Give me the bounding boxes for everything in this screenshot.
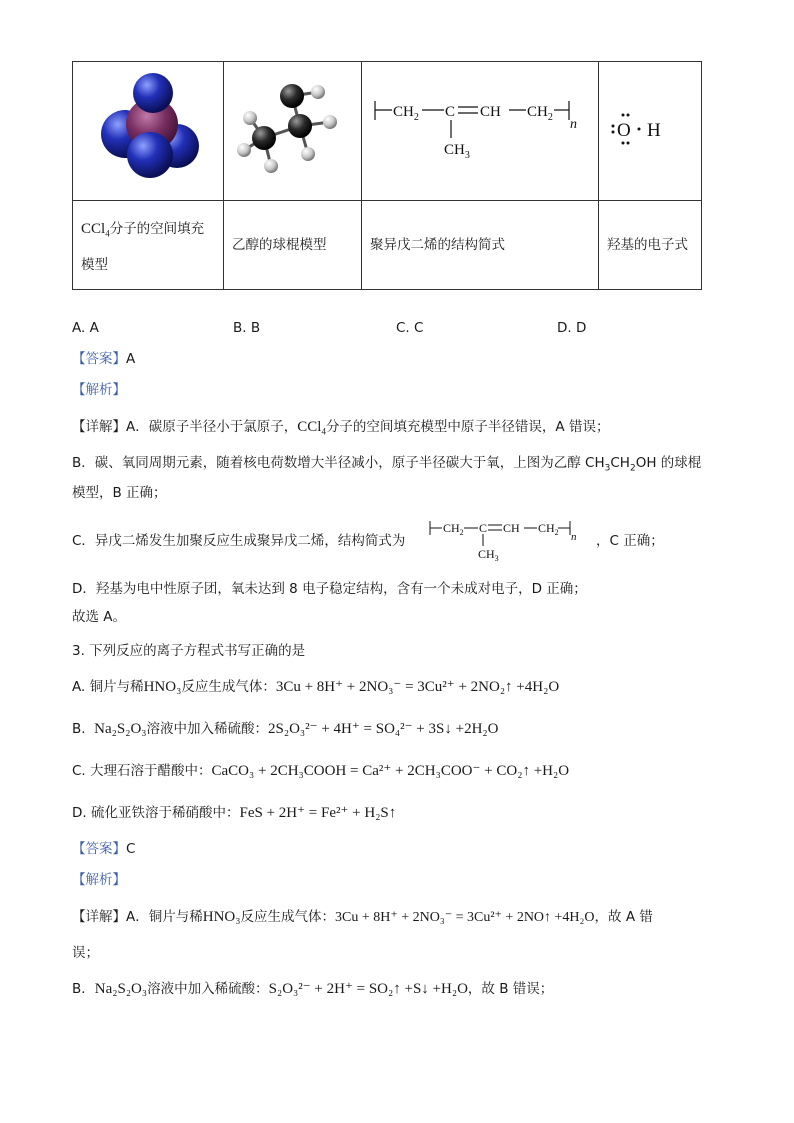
inline-polymer-structure [424, 512, 594, 562]
q2-answer [72, 349, 135, 369]
q2-detail-c-end: ，C 正确； [596, 533, 664, 549]
detail-label: 【详解】 [72, 419, 126, 435]
oxygen-symbol: O [617, 120, 631, 141]
option-d: D. D [557, 320, 587, 336]
ch3-group: $CH_3$ [444, 142, 470, 161]
caption-a-text: 分子的空间填充 [109, 221, 205, 237]
svg-text:n: n [571, 531, 577, 543]
svg-text:C: C [479, 521, 488, 535]
caption-b: 乙醇的球棍模型 [224, 201, 362, 290]
svg-text:CH2: $CH_2$ [538, 521, 559, 537]
q3-analysis-label: 【解析】 [72, 872, 126, 888]
caption-row [73, 201, 702, 290]
q3-detail-a-line2: 误； [72, 945, 99, 961]
image-row [73, 62, 702, 201]
model-table [72, 61, 702, 290]
q2-detail-d: D．羟基为电中性原子团，氧未达到 8 电子稳定结构，含有一个未成对电子，D 正确； [72, 581, 587, 597]
q3-option-b: B. Na₂S₂O₃溶液中加入稀硫酸：2S₂O₃²⁻ + 4H⁺ = SO₄²⁻ + 3S↓ +2H₂O [72, 721, 499, 737]
q2-analysis-label: 【解析】 [72, 382, 126, 398]
hydroxyl-cell [599, 62, 702, 201]
caption-a [73, 201, 224, 290]
ccl4-formula: CCl [81, 221, 106, 237]
svg-text:CH2: $CH_2$ [443, 521, 464, 537]
q3-detail-a: 【详解】A．铜片与稀HNO₃反应生成气体：3Cu + 8H⁺ + 2NO₃⁻ = 3Cu²⁺ + 2NO↑ +4H₂O，故 A 错 [72, 909, 653, 925]
svg-text:CH: CH [503, 521, 520, 535]
answer-label: 【答案】 [72, 841, 126, 857]
q2-detail-b-line2: 模型，B 正确； [72, 485, 167, 501]
svg-text:CH3: $CH_3$ [478, 547, 499, 562]
q2-detail-b-line1: B．碳、氧同周期元素，随着核电荷数增大半径减小，原子半径碳大于氧，上图为乙醇 $CH_3CH_2OH$ 的球棍 [72, 455, 702, 474]
caption-a-line2: 模型 [81, 257, 108, 273]
caption-c: 聚异戊二烯的结构简式 [362, 201, 599, 290]
hydrogen-symbol: H [647, 120, 661, 141]
option-b: B. B [233, 320, 261, 336]
q3-title: 3. 下列反应的离子方程式书写正确的是 [72, 643, 306, 659]
option-a: A. A [72, 320, 99, 336]
polyisoprene-structure [362, 62, 598, 196]
q2-choose: 故选 A。 [72, 609, 127, 625]
answer-label: 【答案】 [72, 351, 126, 367]
ccl4-subscript: 4 [105, 228, 110, 239]
q2-detail-c-text: C．异戊二烯发生加聚反应生成聚异戊二烯，结构简式为 [72, 533, 406, 549]
q2-detail-a: 【详解】A．碳原子半径小于氯原子，CCl$_4$分子的空间填充模型中原子半径错误，A 错误； [72, 419, 610, 437]
detail-label: 【详解】 [72, 909, 126, 925]
ethanol-ball-stick-model [224, 62, 361, 196]
option-c: C. C [396, 320, 424, 336]
q3-detail-b: B．Na₂S₂O₃溶液中加入稀硫酸：S₂O₃²⁻ + 2H⁺ = SO₂↑ +S↓ +H₂O，故 B 错误； [72, 981, 554, 997]
ch2-group-2: $CH_2$ [527, 104, 553, 123]
ethanol-model-cell [224, 62, 362, 201]
answer-value: A [126, 351, 136, 367]
q3-option-d: D. 硫化亚铁溶于稀硝酸中：FeS + 2H⁺ = Fe²⁺ + H₂S↑ [72, 805, 397, 821]
ccl4-model-cell [73, 62, 224, 201]
q3-answer [72, 839, 135, 859]
hydroxyl-electron-formula [599, 62, 701, 196]
ch-group: CH [480, 104, 501, 120]
ccl4-space-filling-model [73, 62, 223, 196]
q3-option-c: C. 大理石溶于醋酸中：CaCO₃ + 2CH₃COOH = Ca²⁺ + 2CH₃COO⁻ + CO₂↑ +H₂O [72, 763, 570, 779]
ch2-group-1: $CH_2$ [393, 104, 419, 123]
repeat-n: n [570, 117, 577, 132]
q3-option-a: A. 铜片与稀HNO₃反应生成气体：3Cu + 8H⁺ + 2NO₃⁻ = 3Cu²⁺ + 2NO₂↑ +4H₂O [72, 679, 560, 695]
answer-value: C [126, 841, 136, 857]
caption-d: 羟基的电子式 [599, 201, 702, 290]
c-atom: C [445, 104, 456, 120]
polymer-formula-cell [362, 62, 599, 201]
